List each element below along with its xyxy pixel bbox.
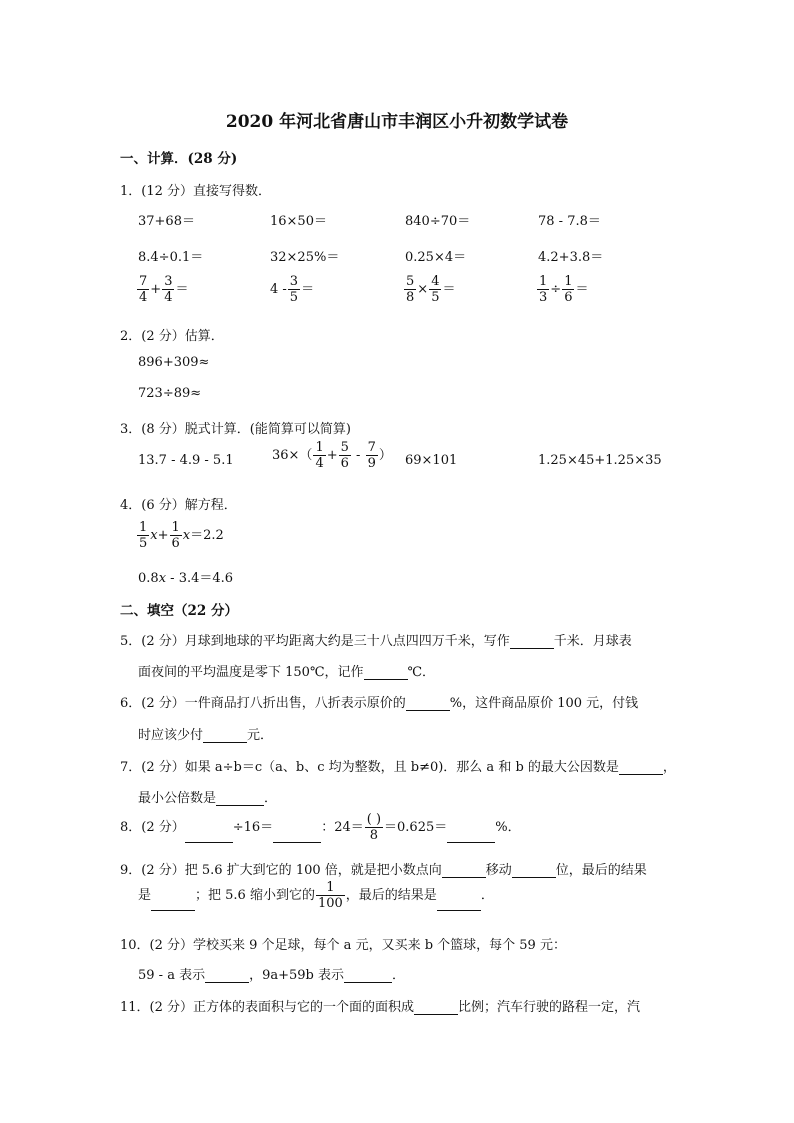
fraction: $\frac{1}{6}$ xyxy=(564,274,573,305)
q1-r2-d: 4.2+3.8＝ xyxy=(538,250,604,265)
answer-blank[interactable] xyxy=(216,793,264,806)
fraction: $\frac{1}{5}$ xyxy=(139,520,148,551)
q2-label: 2．(2 分）估算． xyxy=(120,329,224,344)
answer-blank[interactable] xyxy=(151,898,195,911)
fraction: $\frac{( )}{8}$ xyxy=(366,812,382,843)
answer-blank[interactable] xyxy=(512,865,556,878)
q6-line1: 6．(2 分）一件商品打八折出售，八折表示原价的 %，这件商品原价 100 元，付钱 xyxy=(120,696,639,711)
answer-blank[interactable] xyxy=(344,970,392,983)
answer-blank[interactable] xyxy=(364,667,408,680)
q10-line2: 59 - a 表示 ，9a+59b 表示 ． xyxy=(138,968,406,983)
q1-r1-b: 16×50＝ xyxy=(270,214,327,229)
section-heading-calc: 一、计算．(28 分) xyxy=(120,151,238,167)
answer-blank[interactable] xyxy=(203,730,247,743)
fraction: $\frac{1}{6}$ xyxy=(171,520,180,551)
q3-b: 36×（ $\frac{1}{4}$ + $\frac{5}{6}$ - $\frac{7}{9}$ ） xyxy=(272,440,392,471)
answer-blank[interactable] xyxy=(442,865,486,878)
q2-b: 723÷89≈ xyxy=(138,386,202,401)
answer-blank[interactable] xyxy=(273,830,321,843)
fraction: $\frac{1}{100}$ xyxy=(317,880,343,911)
q1-r2-a: 8.4÷0.1＝ xyxy=(138,250,204,265)
q3-label: 3．(8 分）脱式计算．(能简算可以简算) xyxy=(120,422,351,437)
q4-label: 4．(6 分）解方程． xyxy=(120,498,237,513)
fraction: $\frac{1}{3}$ xyxy=(539,274,548,305)
answer-blank[interactable] xyxy=(619,762,663,775)
answer-blank[interactable] xyxy=(447,830,495,843)
q10-line1: 10．(2 分）学校买来 9 个足球，每个 a 元，又买来 b 个篮球，每个 59 元： xyxy=(120,938,566,953)
fraction: $\frac{3}{4}$ xyxy=(164,274,173,305)
q4-a: $\frac{1}{5}$ x+ $\frac{1}{6}$ x＝2.2 xyxy=(139,520,224,551)
q1-r3-c: $\frac{5}{8}$ × $\frac{4}{5}$ ＝ xyxy=(406,274,456,305)
fraction: $\frac{4}{5}$ xyxy=(431,274,440,305)
fraction: $\frac{3}{5}$ xyxy=(289,274,299,305)
q5-line2: 面夜间的平均温度是零下 150℃，记作 ℃． xyxy=(138,665,436,680)
q2-a: 896+309≈ xyxy=(138,355,210,370)
fraction: $\frac{7}{4}$ xyxy=(139,274,148,305)
q1-r3-a: $\frac{7}{4}$ + $\frac{3}{4}$ ＝ xyxy=(139,274,189,305)
fraction: $\frac{1}{4}$ xyxy=(315,440,324,471)
section-heading-fill: 二、填空（22 分） xyxy=(120,603,238,619)
q6-line2: 时应该少付 元． xyxy=(138,728,274,743)
q1-r1-d: 78 - 7.8＝ xyxy=(538,214,601,229)
q3-c: 69×101 xyxy=(405,453,458,468)
q5-line1: 5．(2 分）月球到地球的平均距离大约是三十八点四四万千米，写作 千米．月球表 xyxy=(120,634,632,649)
answer-blank[interactable] xyxy=(510,636,554,649)
q1-label: 1．(12 分）直接写得数． xyxy=(120,184,272,199)
q7-line2: 最小公倍数是 ． xyxy=(138,791,278,806)
page-title: 2020 年河北省唐山市丰润区小升初数学试卷 xyxy=(225,112,569,132)
q9-line1: 9．(2 分）把 5.6 扩大到它的 100 倍，就是把小数点向 移动 位，最后的结果 xyxy=(120,863,647,878)
answer-blank[interactable] xyxy=(437,898,481,911)
q1-r1-c: 840÷70＝ xyxy=(405,214,471,229)
fraction: $\frac{7}{9}$ xyxy=(367,440,376,471)
q1-r2-b: 32×25%＝ xyxy=(270,250,340,265)
fraction: $\frac{5}{8}$ xyxy=(406,274,415,305)
q4-b: 0.8x - 3.4＝4.6 xyxy=(138,571,234,586)
q11-line1: 11．(2 分）正方体的表面积与它的一个面的面积成 比例；汽车行驶的路程一定，汽 xyxy=(120,1000,641,1015)
q1-r3-d: $\frac{1}{3}$ ÷ $\frac{1}{6}$ ＝ xyxy=(539,274,589,305)
answer-blank[interactable] xyxy=(414,1002,458,1015)
q9-line2: 是 ；把 5.6 缩小到它的 $\frac{1}{100}$ ，最后的结果是 ． xyxy=(138,880,494,911)
answer-blank[interactable] xyxy=(205,970,249,983)
q7-line1: 7．(2 分）如果 a÷b＝c（a、b、c 均为整数，且 b≠0)．那么 a 和 b 的最大公因数是 ， xyxy=(120,760,676,775)
q3-a: 13.7 - 4.9 - 5.1 xyxy=(138,453,234,468)
q3-d: 1.25×45+1.25×35 xyxy=(538,453,662,468)
answer-blank[interactable] xyxy=(185,830,233,843)
q1-r2-c: 0.25×4＝ xyxy=(405,250,467,265)
fraction: $\frac{5}{6}$ xyxy=(340,440,349,471)
q1-r1-a: 37+68＝ xyxy=(138,214,195,229)
q1-r3-b: 4 - $\frac{3}{5}$ ＝ xyxy=(270,274,315,305)
q8-line: 8．(2 分） ÷16＝ ：24＝ $\frac{( )}{8}$ ＝0.625＝ %． xyxy=(120,812,521,843)
answer-blank[interactable] xyxy=(406,698,450,711)
